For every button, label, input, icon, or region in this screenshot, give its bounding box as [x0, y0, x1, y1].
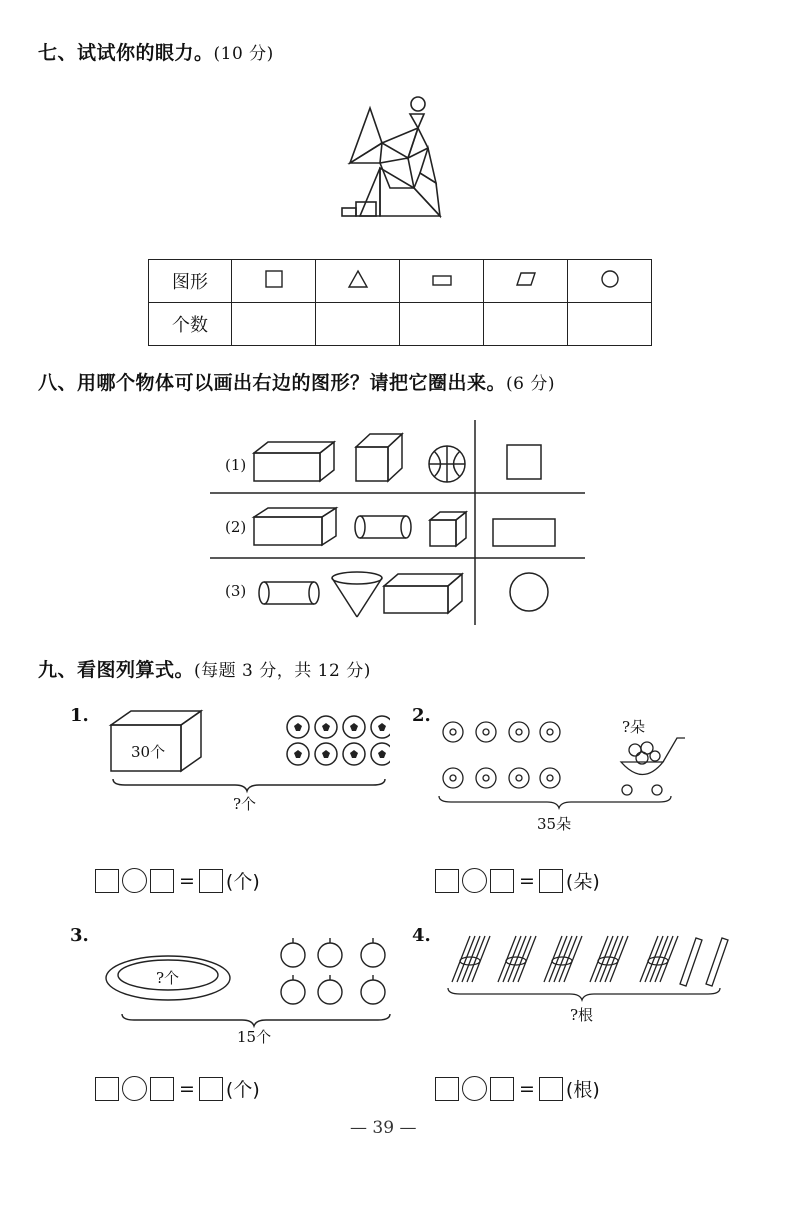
section-9-title-text: 九、看图列算式。 — [38, 659, 195, 681]
row3-cone[interactable] — [332, 572, 382, 617]
p3-answer[interactable] — [199, 1077, 223, 1101]
shape-matching-grid — [210, 420, 585, 625]
row1-target-square — [507, 445, 541, 479]
p1-input-a[interactable] — [95, 869, 119, 893]
section-7-title-text: 七、试试你的眼力。 — [38, 42, 214, 64]
problem-2-total: 35朵 — [537, 815, 572, 833]
row1-cube[interactable] — [356, 434, 402, 481]
row2-cuboid[interactable] — [254, 508, 336, 545]
table-label-shape: 图形 — [149, 260, 232, 303]
section-8-title-text: 八、用哪个物体可以画出右边的图形？请把它圈出来。 — [38, 372, 507, 394]
problem-2-equation — [435, 867, 600, 894]
count-circle-cell[interactable] — [568, 303, 652, 346]
circle-icon — [568, 260, 652, 303]
p1-input-b[interactable] — [150, 869, 174, 893]
row1-cuboid[interactable] — [254, 442, 334, 481]
p4-input-a[interactable] — [435, 1077, 459, 1101]
p3-unit: (个) — [225, 1079, 260, 1101]
row2-label: (2) — [225, 518, 247, 536]
flower-cart — [621, 738, 685, 795]
triangle-icon — [316, 260, 400, 303]
rectangle-icon — [400, 260, 484, 303]
problem-3-equation — [95, 1075, 260, 1102]
p3-equals: = — [179, 1077, 195, 1100]
problem-1-number: 1. — [70, 705, 89, 726]
section-8-score: (6 分) — [506, 374, 555, 394]
problem-1-equation — [95, 867, 260, 894]
row1-label: (1) — [225, 456, 247, 474]
single-sticks — [680, 938, 728, 986]
p2-answer[interactable] — [539, 869, 563, 893]
count-rectangle-cell[interactable] — [400, 303, 484, 346]
p2-input-b[interactable] — [490, 869, 514, 893]
p4-unit: (根) — [565, 1079, 600, 1101]
shape-count-table — [148, 259, 652, 346]
p4-equals: = — [519, 1077, 535, 1100]
square-icon — [232, 260, 316, 303]
problem-3-plate-label: ?个 — [156, 969, 180, 987]
count-square-cell[interactable] — [232, 303, 316, 346]
problem-2-figure — [435, 712, 685, 812]
apples — [281, 938, 385, 1004]
page-number: — 39 — — [350, 1118, 417, 1138]
problem-4-equation — [435, 1075, 600, 1102]
p2-operator[interactable] — [462, 868, 487, 893]
row1-ball-icon[interactable] — [429, 446, 465, 482]
problem-4-number: 4. — [412, 925, 431, 946]
parallelogram-icon — [484, 260, 568, 303]
table-label-count: 个数 — [149, 303, 232, 346]
row2-cube[interactable] — [430, 512, 466, 546]
row3-target-circle — [510, 573, 548, 611]
p3-input-a[interactable] — [95, 1077, 119, 1101]
p2-equals: = — [519, 869, 535, 892]
row2-target-rectangle — [493, 519, 555, 546]
p2-unit: (朵) — [565, 871, 600, 893]
count-triangle-cell[interactable] — [316, 303, 400, 346]
p4-answer[interactable] — [539, 1077, 563, 1101]
flowers-row-2 — [443, 768, 560, 788]
problem-3-number: 3. — [70, 925, 89, 946]
problem-2-number: 2. — [412, 705, 431, 726]
soccer-balls — [287, 716, 390, 765]
p4-operator[interactable] — [462, 1076, 487, 1101]
problem-3-total: 15个 — [237, 1028, 272, 1046]
p1-equals: = — [179, 869, 195, 892]
problem-2-cart-label: ?朵 — [622, 718, 646, 736]
p2-input-a[interactable] — [435, 869, 459, 893]
row3-cuboid[interactable] — [384, 574, 462, 613]
tangram-figure — [330, 88, 470, 223]
p3-operator[interactable] — [122, 1076, 147, 1101]
count-parallelogram-cell[interactable] — [484, 303, 568, 346]
problem-4-figure — [440, 930, 745, 1005]
row3-cylinder[interactable] — [259, 582, 319, 604]
section-9-title — [38, 655, 371, 682]
problem-1-box-label: 30个 — [131, 743, 166, 761]
p1-operator[interactable] — [122, 868, 147, 893]
p3-input-b[interactable] — [150, 1077, 174, 1101]
stick-bundles — [452, 936, 678, 982]
row3-label: (3) — [225, 582, 247, 600]
p1-answer[interactable] — [199, 869, 223, 893]
problem-4-total: ?根 — [570, 1006, 594, 1024]
section-8-title — [38, 368, 555, 395]
problem-1-total: ?个 — [233, 795, 257, 813]
p4-input-b[interactable] — [490, 1077, 514, 1101]
section-7-score: (10 分) — [213, 44, 274, 64]
section-7-title — [38, 38, 274, 65]
section-9-score: (每题 3 分，共 12 分) — [194, 661, 371, 681]
p1-unit: (个) — [225, 871, 260, 893]
row2-cylinder[interactable] — [355, 516, 411, 538]
problem-3-figure — [100, 930, 400, 1030]
flowers-row-1 — [443, 722, 560, 742]
